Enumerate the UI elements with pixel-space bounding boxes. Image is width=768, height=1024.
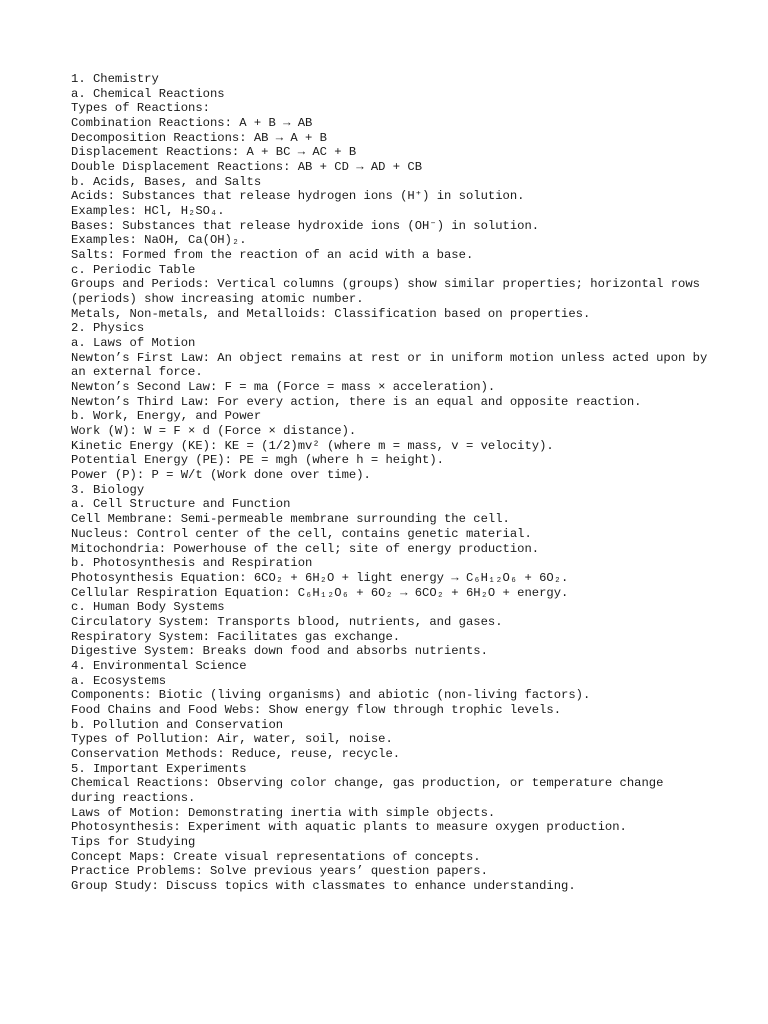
text-line: Metals, Non-metals, and Metalloids: Classification based on properties.	[71, 306, 591, 321]
text-line: Circulatory System: Transports blood, nutrients, and gases.	[71, 614, 503, 629]
text-line: Types of Pollution: Air, water, soil, noise.	[71, 732, 393, 747]
section-heading: 5. Important Experiments	[71, 761, 247, 776]
section-heading: 3. Biology	[71, 482, 145, 497]
subsection-heading: a. Ecosystems	[71, 673, 167, 688]
subsection-heading: b. Acids, Bases, and Salts	[71, 174, 262, 189]
text-line: Displacement Reactions: A + BC → AC + B	[71, 145, 357, 160]
section-heading: 1. Chemistry	[71, 72, 159, 86]
document-body	[71, 72, 715, 894]
subsection-heading: b. Pollution and Conservation	[71, 717, 284, 732]
text-line: Work (W): W = F × d (Force × distance).	[71, 424, 357, 439]
text-line: Digestive System: Breaks down food and absorbs nutrients.	[71, 644, 488, 659]
subsection-heading: a. Chemical Reactions	[71, 86, 225, 101]
text-line: Mitochondria: Powerhouse of the cell; site of energy production.	[71, 541, 540, 556]
subsection-heading: b. Photosynthesis and Respiration	[71, 556, 313, 571]
section-heading: Tips for Studying	[71, 834, 196, 849]
text-line: Newton’s Third Law: For every action, there is an equal and opposite reaction.	[71, 394, 642, 409]
subsection-heading: a. Laws of Motion	[71, 336, 196, 351]
text-line: Photosynthesis Equation: 6CO₂ + 6H₂O + light energy → C₆H₁₂O₆ + 6O₂.	[71, 570, 569, 585]
text-line: Respiratory System: Facilitates gas exchange.	[71, 629, 401, 644]
text-line: Salts: Formed from the reaction of an acid with a base.	[71, 248, 474, 263]
text-line: Group Study: Discuss topics with classmates to enhance understanding.	[71, 878, 576, 893]
text-line: Bases: Substances that release hydroxide ions (OH⁻) in solution.	[71, 218, 540, 233]
text-line: Food Chains and Food Webs: Show energy flow through trophic levels.	[71, 702, 562, 717]
text-line: Kinetic Energy (KE): KE = (1/2)mv² (where m = mass, v = velocity).	[71, 438, 554, 453]
section-heading: 2. Physics	[71, 321, 145, 336]
text-line: Power (P): P = W/t (Work done over time).	[71, 468, 371, 483]
text-line: Types of Reactions:	[71, 101, 210, 116]
subsection-heading: c. Periodic Table	[71, 262, 196, 277]
text-line: Laws of Motion: Demonstrating inertia with simple objects.	[71, 805, 496, 820]
text-line: Chemical Reactions: Observing color change, gas production, or temperature change during reactions.	[71, 776, 671, 805]
text-line: Cell Membrane: Semi-permeable membrane surrounding the cell.	[71, 512, 510, 527]
text-line: Practice Problems: Solve previous years’ question papers.	[71, 864, 488, 879]
text-line: Conservation Methods: Reduce, reuse, recycle.	[71, 746, 401, 761]
text-line: Cellular Respiration Equation: C₆H₁₂O₆ + 6O₂ → 6CO₂ + 6H₂O + energy.	[71, 585, 569, 600]
text-line: Double Displacement Reactions: AB + CD → AD + CB	[71, 160, 423, 175]
text-line: Newton’s Second Law: F = ma (Force = mass × acceleration).	[71, 380, 496, 395]
text-line: Decomposition Reactions: AB → A + B	[71, 130, 327, 145]
text-line: Newton’s First Law: An object remains at rest or in uniform motion unless acted upon by an external force.	[71, 350, 715, 380]
section-heading: 4. Environmental Science	[71, 658, 247, 673]
text-line: Groups and Periods: Vertical columns (groups) show similar properties; horizontal rows (periods) show increasing atomic number.	[71, 277, 708, 307]
subsection-heading: b. Work, Energy, and Power	[71, 409, 262, 424]
text-line: Nucleus: Control center of the cell, contains genetic material.	[71, 526, 532, 541]
text-line: Components: Biotic (living organisms) and abiotic (non-living factors).	[71, 688, 591, 703]
text-line: Concept Maps: Create visual representations of concepts.	[71, 849, 481, 864]
subsection-heading: a. Cell Structure and Function	[71, 497, 291, 512]
text-line: Potential Energy (PE): PE = mgh (where h = height).	[71, 453, 444, 468]
subsection-heading: c. Human Body Systems	[71, 600, 225, 615]
text-line: Combination Reactions: A + B → AB	[71, 116, 313, 131]
text-line: Examples: HCl, H₂SO₄.	[71, 204, 225, 219]
text-line: Acids: Substances that release hydrogen ions (H⁺) in solution.	[71, 189, 525, 204]
text-line: Photosynthesis: Experiment with aquatic plants to measure oxygen production.	[71, 820, 627, 835]
text-line: Examples: NaOH, Ca(OH)₂.	[71, 233, 247, 248]
